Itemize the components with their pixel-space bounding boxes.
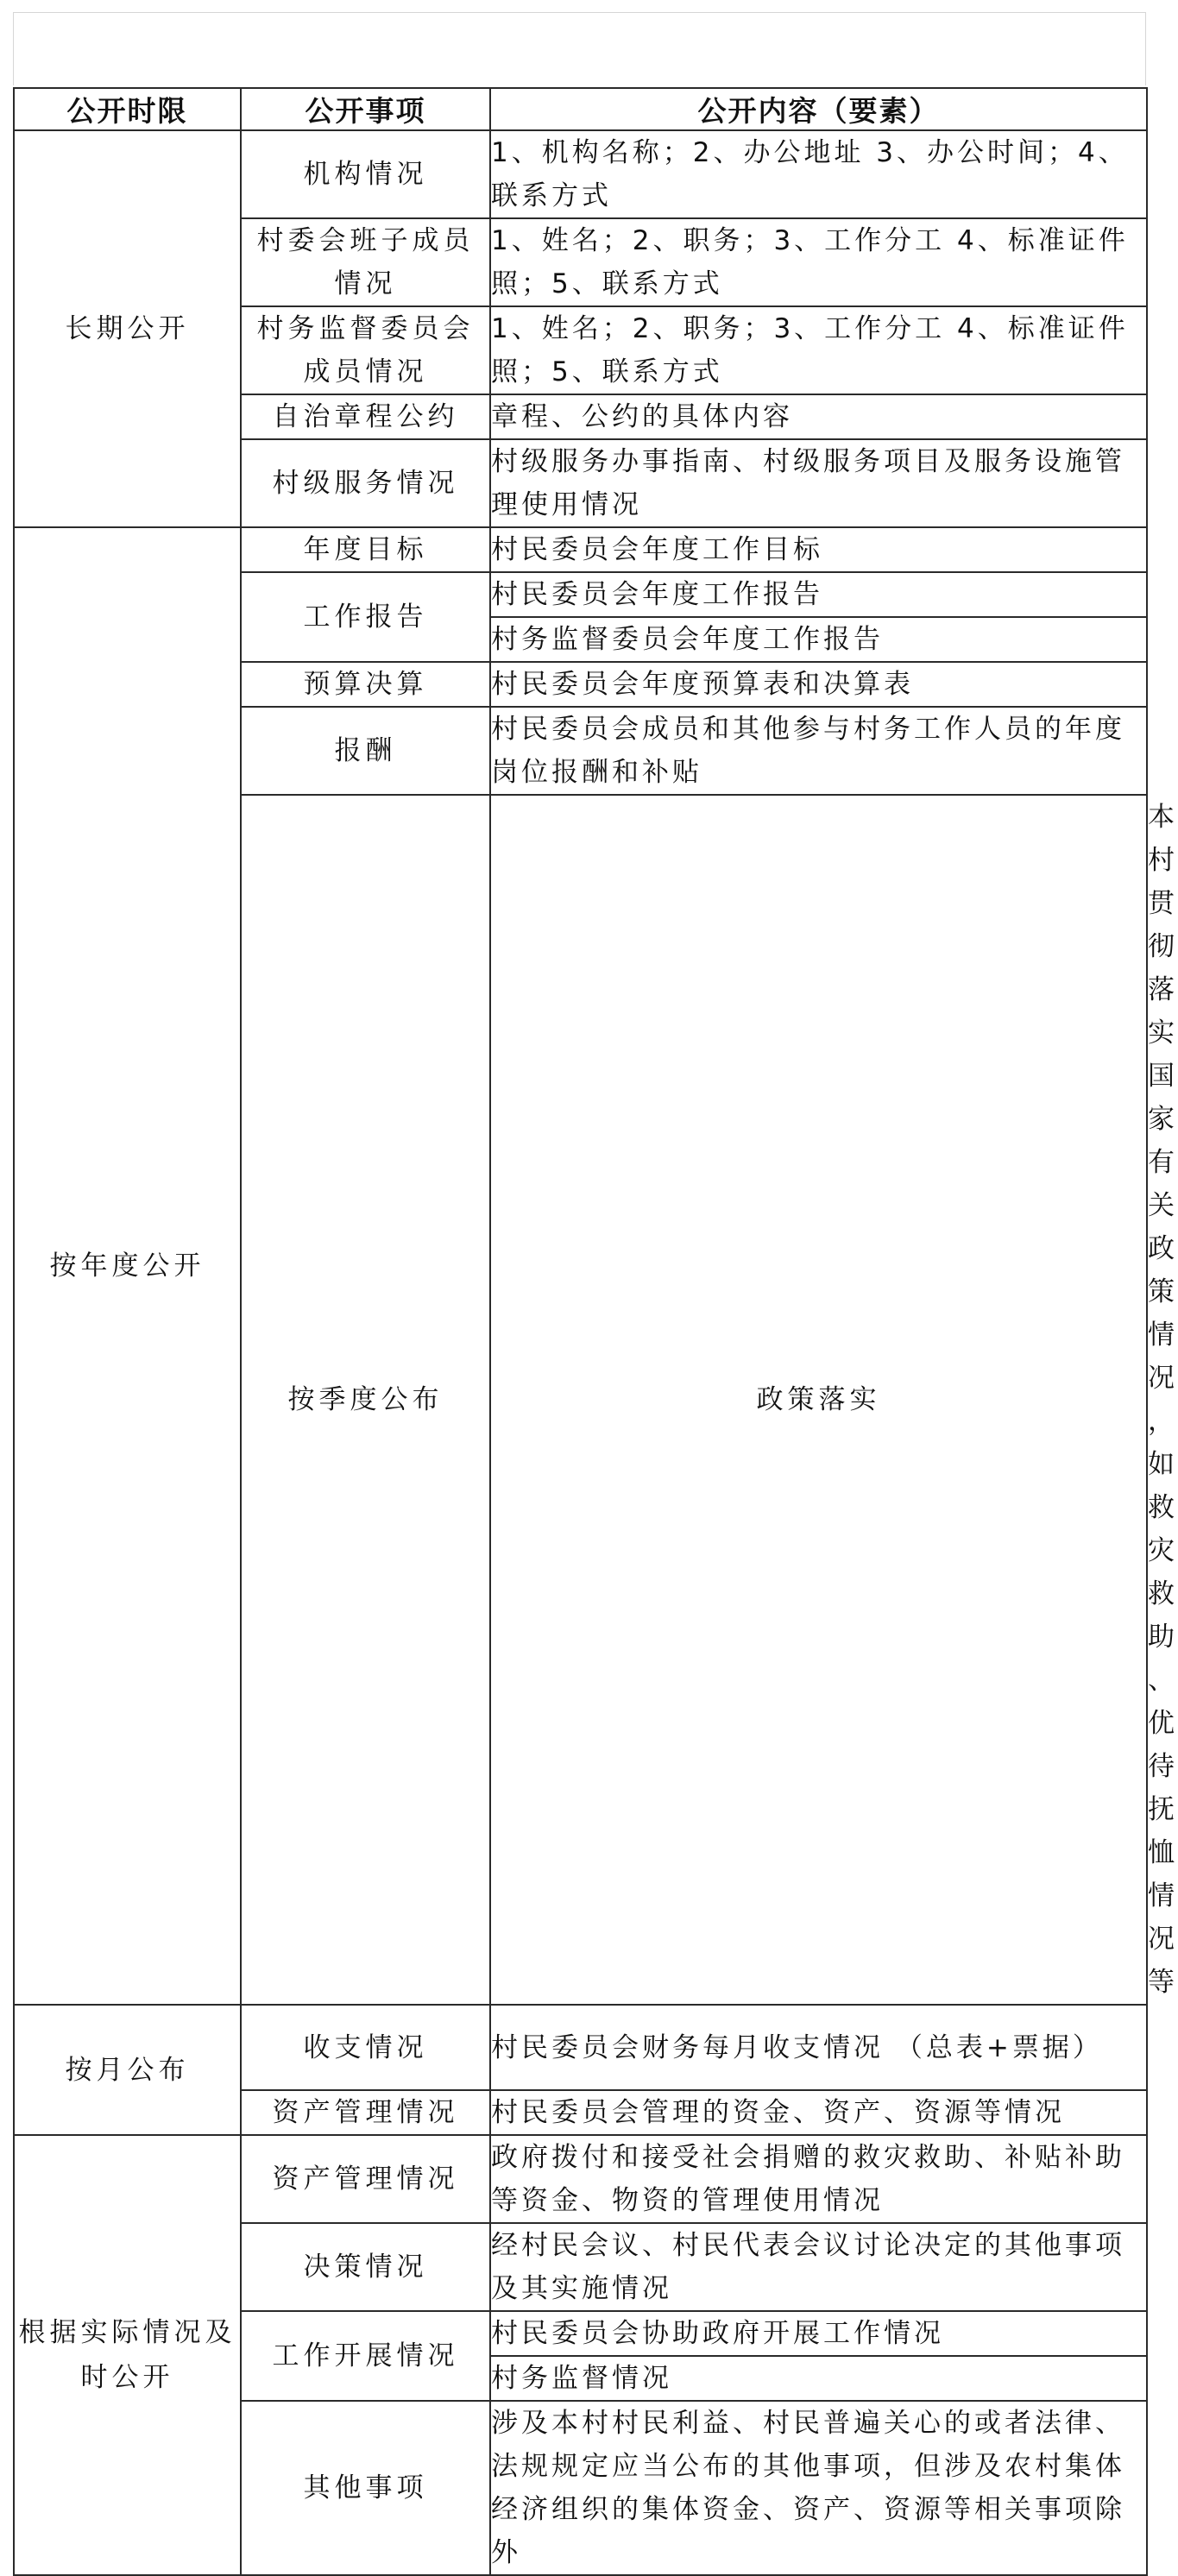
item-cell: 机构情况 (241, 130, 490, 218)
item-cell: 村委会班子成员情况 (241, 218, 490, 306)
content-cell: 涉及本村村民利益、村民普遍关心的或者法律、法规规定应当公布的其他事项，但涉及农村集体经济组织的集体资金、资产、资源等相关事项除外 (490, 2401, 1147, 2575)
item-cell: 决策情况 (241, 2223, 490, 2311)
content-cell: 村民委员会成员和其他参与村务工作人员的年度岗位报酬和补贴 (490, 707, 1147, 795)
content-cell: 章程、公约的具体内容 (490, 394, 1147, 439)
content-cell: 村民委员会年度工作目标 (490, 527, 1147, 572)
content-cell: 1、姓名；2、职务；3、工作分工 4、标准证件照；5、联系方式 (490, 306, 1147, 394)
table-row (14, 527, 1147, 572)
content-cell: 村务监督情况 (490, 2356, 1147, 2401)
content-cell: 政府拨付和接受社会捐赠的救灾救助、补贴补助等资金、物资的管理使用情况 (490, 2135, 1147, 2223)
item-cell: 其他事项 (241, 2401, 490, 2575)
header-item: 公开事项 (241, 88, 490, 130)
content-cell: 村级服务办事指南、村级服务项目及服务设施管理使用情况 (490, 439, 1147, 527)
table-row: 按季度公布 政策落实 本村贯彻落实国家有关政策情况，如救灾救助、优待抚恤情况等 (14, 795, 1147, 2005)
header-row (14, 88, 1147, 130)
period-annual: 按年度公开 (14, 527, 241, 2005)
content-cell: 经村民会议、村民代表会议讨论决定的其他事项及其实施情况 (490, 2223, 1147, 2311)
item-cell: 工作开展情况 (241, 2311, 490, 2401)
content-cell: 1、姓名；2、职务；3、工作分工 4、标准证件照；5、联系方式 (490, 218, 1147, 306)
disclosure-table (13, 87, 1178, 2576)
item-cell: 收支情况 (241, 2005, 490, 2090)
item-cell: 报酬 (241, 707, 490, 795)
table-row (14, 130, 1147, 218)
item-cell: 政策落实 (490, 795, 1147, 2005)
period-as-needed: 根据实际情况及时公开 (14, 2135, 241, 2575)
item-cell: 村务监督委员会成员情况 (241, 306, 490, 394)
table-row (14, 2005, 1147, 2090)
header-period: 公开时限 (14, 88, 241, 130)
item-cell: 自治章程公约 (241, 394, 490, 439)
table-row (14, 2135, 1147, 2223)
content-cell: 村务监督委员会年度工作报告 (490, 617, 1147, 662)
content-cell: 1、机构名称；2、办公地址 3、办公时间；4、联系方式 (490, 130, 1147, 218)
item-cell: 村级服务情况 (241, 439, 490, 527)
content-cell: 村民委员会财务每月收支情况 （总表+票据） (490, 2005, 1147, 2090)
item-cell: 工作报告 (241, 572, 490, 662)
header-content: 公开内容（要素） (490, 88, 1147, 130)
content-cell: 村民委员会协助政府开展工作情况 (490, 2311, 1147, 2356)
item-cell: 年度目标 (241, 527, 490, 572)
period-quarterly: 按季度公布 (241, 795, 490, 2005)
period-long-term: 长期公开 (14, 130, 241, 527)
header-frame (13, 12, 1146, 85)
item-cell: 预算决算 (241, 662, 490, 707)
content-cell: 村民委员会管理的资金、资产、资源等情况 (490, 2090, 1147, 2135)
content-cell: 村民委员会年度工作报告 (490, 572, 1147, 617)
item-cell: 资产管理情况 (241, 2135, 490, 2223)
item-cell: 资产管理情况 (241, 2090, 490, 2135)
content-cell: 村民委员会年度预算表和决算表 (490, 662, 1147, 707)
period-monthly: 按月公布 (14, 2005, 241, 2135)
